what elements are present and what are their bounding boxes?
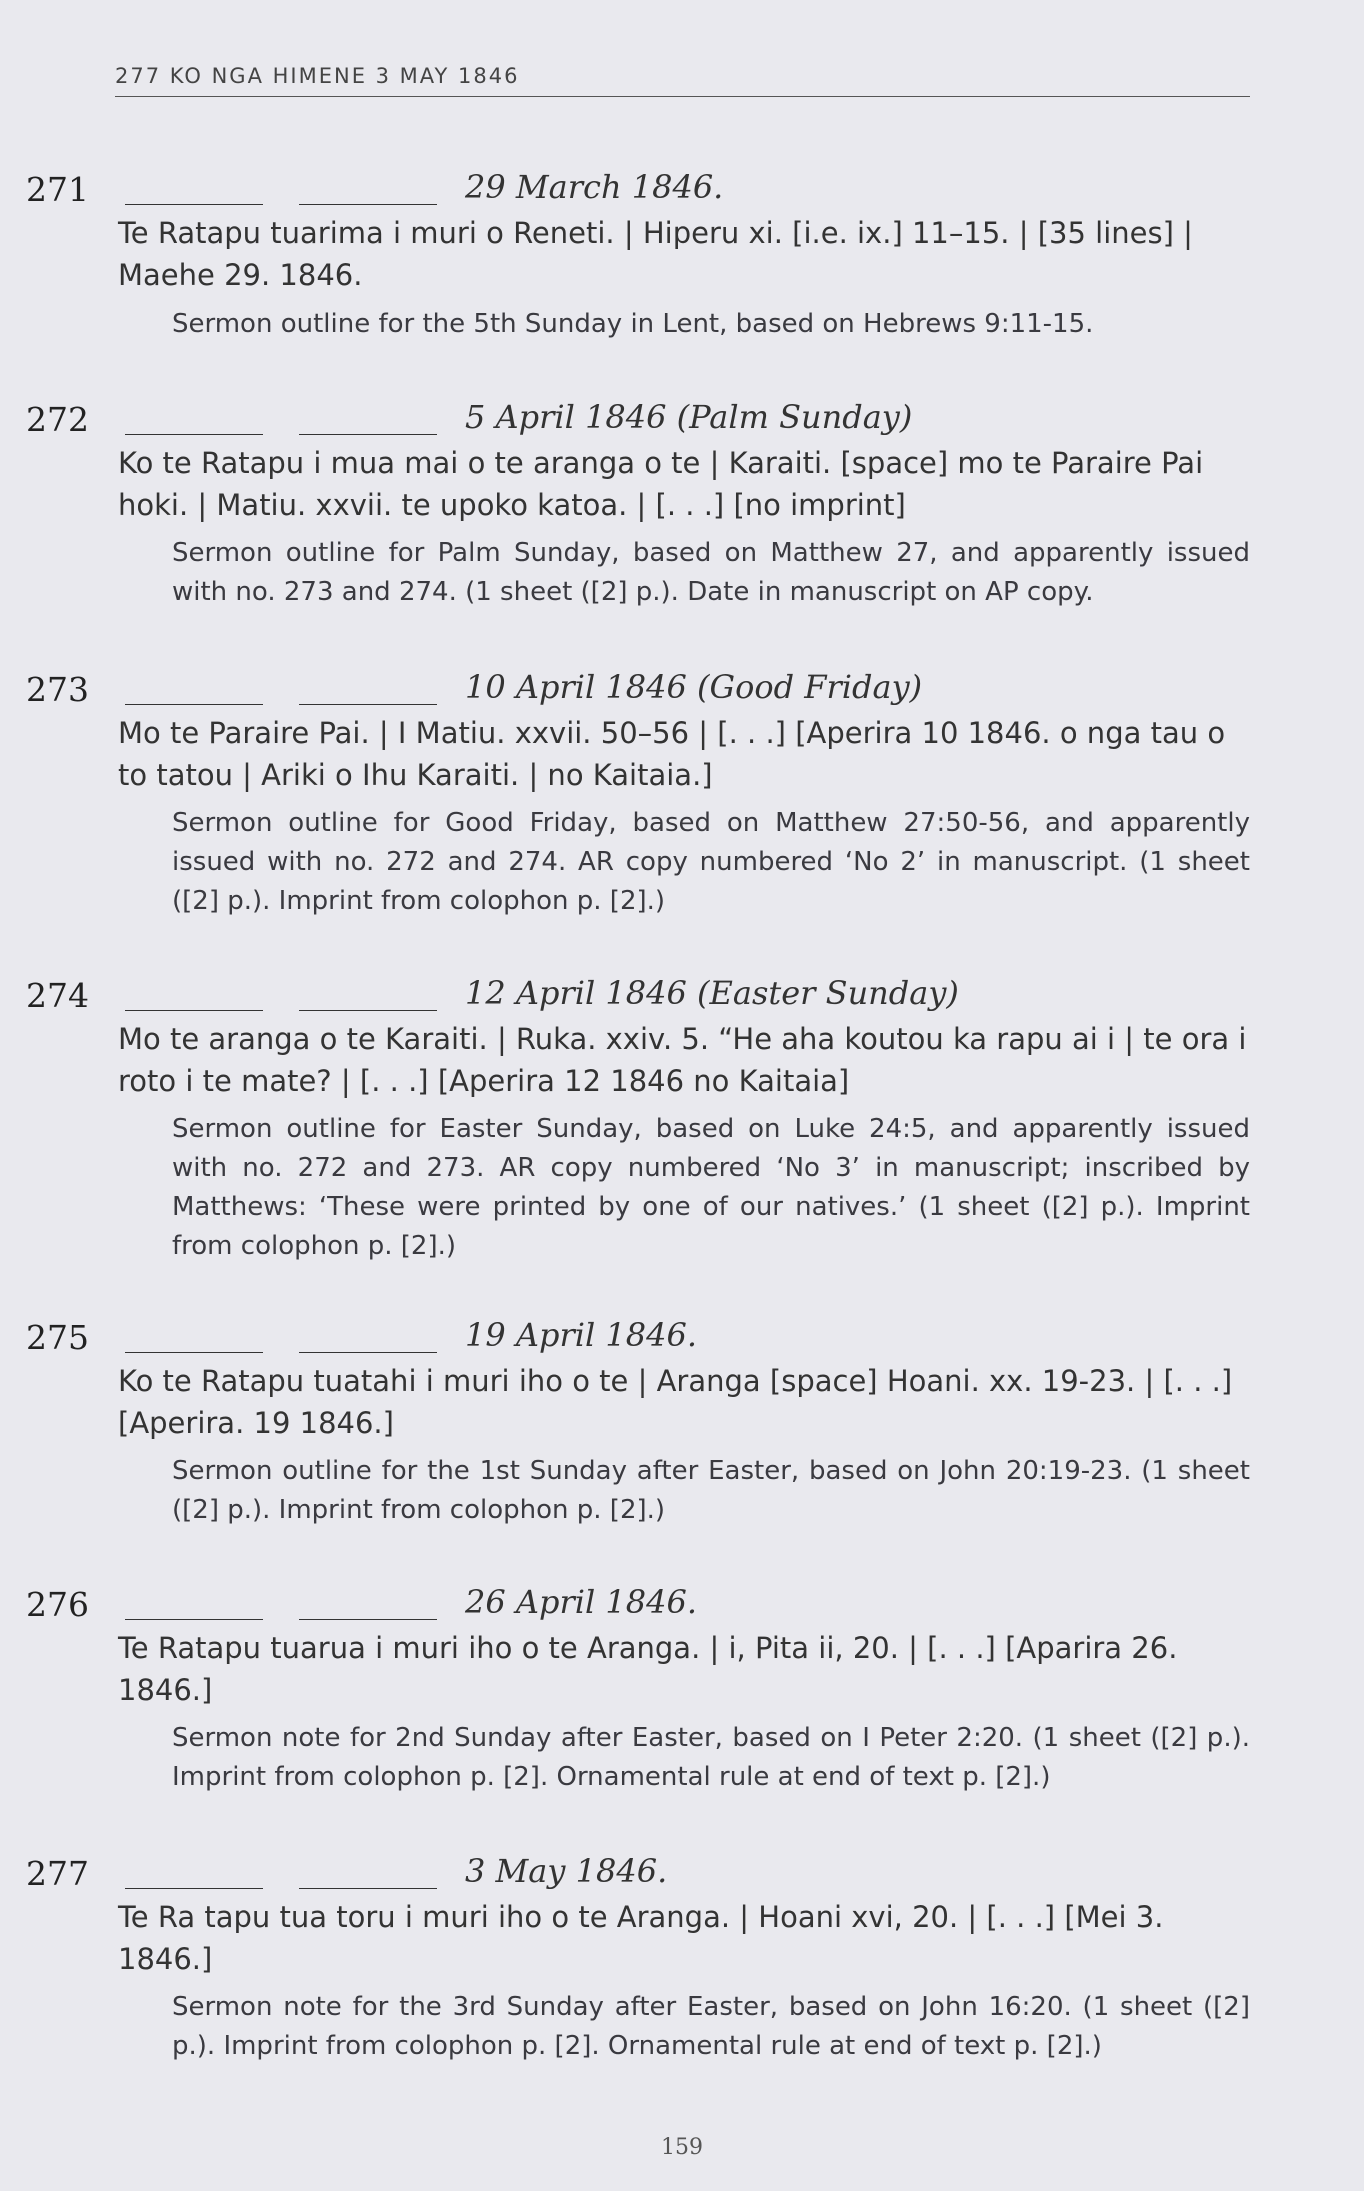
entry-note: Sermon outline for the 1st Sunday after Easter, based on John 20:19-23. (1 sheet ([2] p.). Imprint from colophon p. [2].) bbox=[172, 1456, 1250, 1525]
author-dashes bbox=[125, 996, 473, 1015]
running-head: 277 KO NGA HIMENE 3 MAY 1846 bbox=[115, 64, 1250, 97]
entry-date: 26 April 1846. bbox=[465, 1583, 698, 1621]
author-dashes bbox=[125, 190, 473, 209]
entry-note: Sermon outline for Good Friday, based on Matthew 27:50-56, and apparently issued with no. 272 and 274. AR copy numbered ‘No 2’ in manuscript. (1 sheet ([2] p.). Imprint from colophon p. [2].) bbox=[172, 808, 1250, 916]
page-number: 159 bbox=[661, 2135, 703, 2160]
author-dashes bbox=[125, 1605, 473, 1624]
author-dashes bbox=[125, 1874, 473, 1893]
entry-title: Te Ratapu tuarima i muri o Reneti. | Hiperu xi. [i.e. ix.] 11–15. | [35 lines] | Maehe 29. 1846. bbox=[118, 216, 1193, 292]
entry-number: 271 bbox=[26, 170, 89, 209]
entry-number: 274 bbox=[26, 976, 89, 1015]
entry-note: Sermon note for the 3rd Sunday after Easter, based on John 16:20. (1 sheet ([2] p.). Imprint from colophon p. [2]. Ornamental rule at end of text p. [2].) bbox=[172, 1992, 1250, 2061]
entry-note: Sermon outline for the 5th Sunday in Lent, based on Hebrews 9:11-15. bbox=[172, 309, 1094, 339]
author-dashes bbox=[125, 1338, 473, 1357]
entry-date: 29 March 1846. bbox=[465, 168, 724, 206]
entry-number: 277 bbox=[26, 1854, 89, 1893]
entry-title: Mo te Paraire Pai. | I Matiu. xxvii. 50–56 | [. . .] [Aperira 10 1846. o nga tau o to tatou | Ariki o Ihu Karaiti. | no Kaitaia.] bbox=[118, 716, 1226, 792]
entry-date: 5 April 1846 (Palm Sunday) bbox=[465, 398, 913, 436]
entry-number: 275 bbox=[26, 1318, 89, 1357]
entry-date: 12 April 1846 (Easter Sunday) bbox=[465, 974, 959, 1012]
entry-title: Mo te aranga o te Karaiti. | Ruka. xxiv. 5. “He aha koutou ka rapu ai i | te ora i roto i te mate? | [. . .] [Aperira 12 1846 no Kaitaia] bbox=[118, 1022, 1247, 1098]
entry-note: Sermon outline for Easter Sunday, based on Luke 24:5, and apparently issued with no. 272 and 273. AR copy numbered ‘No 3’ in manuscript; inscribed by Matthews: ‘These were printed by one of our natives.’ (1 sheet ([2] p.). Imprint from colophon p. [2].) bbox=[172, 1114, 1250, 1261]
author-dashes bbox=[125, 420, 473, 439]
entry-date: 19 April 1846. bbox=[465, 1316, 698, 1354]
entry-note: Sermon note for 2nd Sunday after Easter, based on I Peter 2:20. (1 sheet ([2] p.). Imprint from colophon p. [2]. Ornamental rule at end of text p. [2].) bbox=[172, 1723, 1250, 1792]
entry-title: Ko te Ratapu i mua mai o te aranga o te | Karaiti. [space] mo te Paraire Pai hoki. | Matiu. xxvii. te upoko katoa. | [. . .] [no imprint] bbox=[118, 446, 1204, 522]
entry-title: Ko te Ratapu tuatahi i muri iho o te | Aranga [space] Hoani. xx. 19-23. | [. . .] [Aperira. 19 1846.] bbox=[118, 1364, 1233, 1440]
entry-number: 273 bbox=[26, 670, 89, 709]
entry-date: 10 April 1846 (Good Friday) bbox=[465, 668, 923, 706]
entry-number: 272 bbox=[26, 400, 89, 439]
entry-date: 3 May 1846. bbox=[465, 1852, 668, 1890]
entry-note: Sermon outline for Palm Sunday, based on Matthew 27, and apparently issued with no. 273 and 274. (1 sheet ([2] p.). Date in manuscript on AP copy. bbox=[172, 538, 1250, 607]
entry-title: Te Ra tapu tua toru i muri iho o te Aranga. | Hoani xvi, 20. | [. . .] [Mei 3. 1846.] bbox=[118, 1900, 1164, 1976]
entry-title: Te Ratapu tuarua i muri iho o te Aranga. | i, Pita ii, 20. | [. . .] [Aparira 26. 1846.] bbox=[118, 1631, 1178, 1707]
entry-number: 276 bbox=[26, 1585, 89, 1624]
author-dashes bbox=[125, 690, 473, 709]
